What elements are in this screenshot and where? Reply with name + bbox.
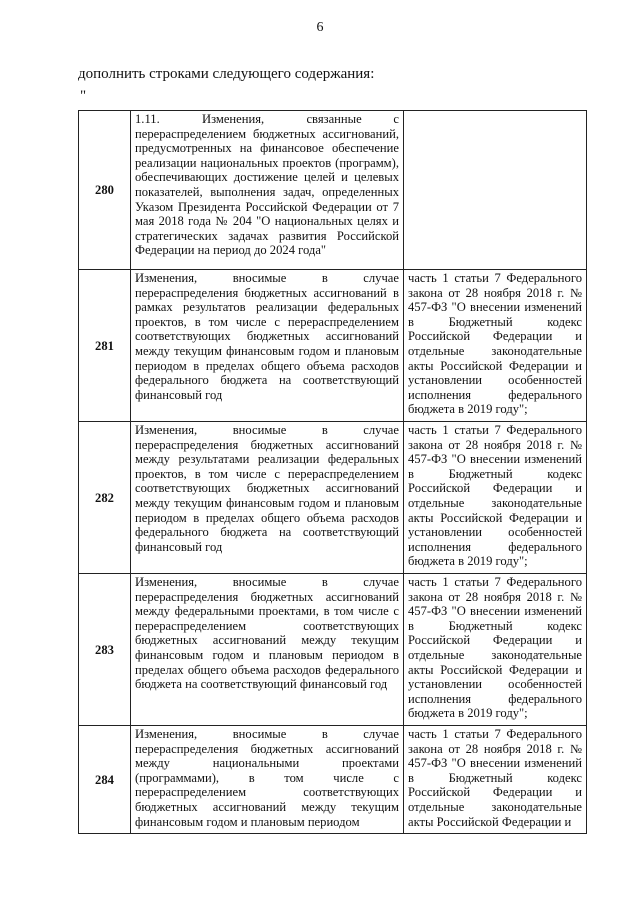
row-number: 282: [79, 422, 131, 574]
row-description: Изменения, вносимые в случае перераспределения бюджетных ассигнований между федеральными проектами, в том числе с перераспределением соответствующих бюджетных ассигнований между текущим финансовым годом и плановым периодом в пределах общего объема расходов федерального бюджета на соответствующий финансовый год: [131, 574, 404, 726]
page-number: 6: [316, 20, 324, 35]
row-description: Изменения, вносимые в случае перераспределения бюджетных ассигнований между результатами реализации федеральных проектов, в том числе с перераспределением соответствующих бюджетных ассигнований между текущим финансовым годом и плановым периодом в пределах общего объема расходов федерального бюджета на соответствующий финансовый год: [131, 422, 404, 574]
row-legal-basis: [404, 111, 587, 270]
row-number: 281: [79, 270, 131, 422]
table-row: [79, 574, 587, 726]
row-description: Изменения, вносимые в случае перераспределения бюджетных ассигнований в рамках результатов реализации федеральных проектов, в том числе с перераспределением соответствующих бюджетных ассигнований между текущим финансовым годом и плановым периодом в пределах общего объема расходов федерального бюджета на соответствующий финансовый год: [131, 270, 404, 422]
table-row: [79, 726, 587, 834]
row-legal-basis: часть 1 статьи 7 Федерального закона от 28 ноября 2018 г. № 457-ФЗ "О внесении изменений в Бюджетный кодекс Российской Федерации и отдельные законодательные акты Российской Федерации и установлении особенностей исполнения федерального бюджета в 2019 году";: [404, 422, 587, 574]
row-number: 280: [79, 111, 131, 270]
table-row: [79, 111, 587, 270]
row-number: 284: [79, 726, 131, 834]
amendments-table: [78, 110, 587, 834]
row-legal-basis: часть 1 статьи 7 Федерального закона от 28 ноября 2018 г. № 457-ФЗ "О внесении изменений в Бюджетный кодекс Российской Федерации и отдельные законодательные акты Российской Федерации и установлении особенностей исполнения федерального бюджета в 2019 году";: [404, 574, 587, 726]
row-description: 1.11. Изменения, связанные с перераспределением бюджетных ассигнований, предусмотренных на финансовое обеспечение реализации национальных проектов (программ), обеспечивающих достижение целей и целевых показателей, выполнения задач, определенных Указом Президента Российской Федерации от 7 мая 2018 года № 204 "О национальных целях и стратегических задачах развития Российской Федерации на период до 2024 года": [131, 111, 404, 270]
row-legal-basis: часть 1 статьи 7 Федерального закона от 28 ноября 2018 г. № 457-ФЗ "О внесении изменений в Бюджетный кодекс Российской Федерации и отдельные законодательные акты Российской Федерации и: [404, 726, 587, 834]
table-row: [79, 270, 587, 422]
row-legal-basis: часть 1 статьи 7 Федерального закона от 28 ноября 2018 г. № 457-ФЗ "О внесении изменений в Бюджетный кодекс Российской Федерации и отдельные законодательные акты Российской Федерации и установлении особенностей исполнения федерального бюджета в 2019 году";: [404, 270, 587, 422]
table-row: [79, 422, 587, 574]
opening-quote: ": [80, 88, 87, 104]
row-description: Изменения, вносимые в случае перераспределения бюджетных ассигнований между национальными проектами (программами), в том числе с перераспределением соответствующих бюджетных ассигнований между текущим финансовым годом и плановым периодом: [131, 726, 404, 834]
row-number: 283: [79, 574, 131, 726]
intro-text: дополнить строками следующего содержания:: [78, 66, 375, 82]
